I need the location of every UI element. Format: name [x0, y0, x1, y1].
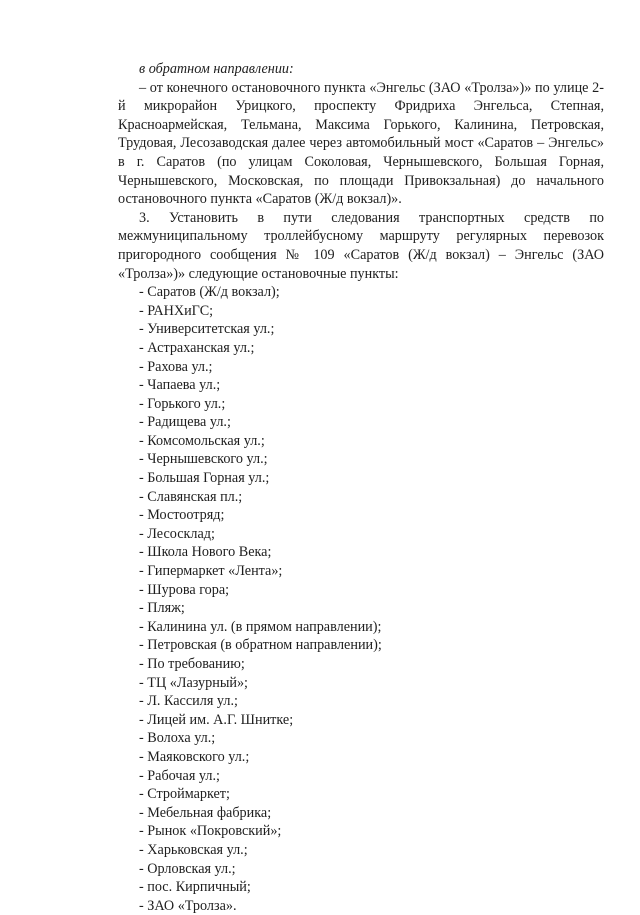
list-item: - Орловская ул.;	[139, 860, 236, 877]
list-item: - Горького ул.;	[139, 395, 226, 412]
list-item: - Саратов (Ж/д вокзал);	[139, 284, 280, 301]
list-item: - ЗАО «Тролза».	[139, 897, 237, 914]
list-item: - Славянская пл.;	[139, 488, 243, 505]
stops-list	[118, 283, 604, 915]
list-item: - Рабочая ул.;	[139, 767, 220, 784]
list-item: - Лицей им. А.Г. Шнитке;	[139, 711, 294, 728]
list-item: - ТЦ «Лазурный»;	[139, 674, 248, 691]
list-item: - По требованию;	[139, 656, 245, 672]
list-item: - Чернышевского ул.;	[139, 451, 268, 468]
list-item: - Лесосклад;	[139, 525, 215, 542]
list-item: - Волоха ул.;	[139, 730, 216, 747]
point-3-paragraph: 3. Установить в пути следования транспортных средств по межмуниципальному троллейбусному маршруту регулярных перевозок пригородного сообщения № 109 «Саратов (Ж/д вокзал) – Энгельс (ЗАО «Тролза»)» следующие остановочные пункты:	[118, 209, 604, 282]
list-item: - Радищева ул.;	[139, 414, 231, 431]
list-item: - Комсомольская ул.;	[139, 432, 265, 449]
route-paragraph: – от конечного остановочного пункта «Энгельс (ЗАО «Тролза»)» по улице 2-й микрорайон Урицкого, проспекту Фридриха Энгельса, Степная, Красноармейская, Тельмана, Максима Горького, Калинина, Петровская, Трудовая, Лесозаводская далее через автомобильный мост «Саратов – Энгельс» в г. Саратов (по улицам Соколовая, Чернышевского, Большая Горная, Чернышевского, Московская, по площади Привокзальная) до начального остановочного пункта «Саратов (Ж/д вокзал)».	[118, 79, 604, 208]
list-item: - Калинина ул. (в прямом направлении);	[139, 618, 382, 635]
list-item: - Рынок «Покровский»;	[139, 823, 282, 840]
document-text	[118, 60, 604, 915]
list-item: - Астраханская ул.;	[139, 339, 255, 356]
list-item: - Шурова гора;	[139, 581, 230, 598]
list-item: - Мостоотряд;	[139, 507, 225, 524]
list-item: - Строймаркет;	[139, 786, 230, 803]
list-item: - РАНХиГС;	[139, 302, 214, 319]
list-item: - пос. Кирпичный;	[139, 879, 251, 896]
list-item: - Чапаева ул.;	[139, 377, 221, 394]
list-item: - Петровская (в обратном направлении);	[139, 637, 382, 654]
list-item: - Л. Кассиля ул.;	[139, 693, 238, 710]
list-item: - Большая Горная ул.;	[139, 470, 270, 487]
section-heading: в обратном направлении:	[139, 61, 294, 77]
list-item: - Школа Нового Века;	[139, 544, 272, 561]
list-item: - Гипермаркет «Лента»;	[139, 563, 283, 580]
list-item: - Университетская ул.;	[139, 321, 275, 338]
list-item: - Рахова ул.;	[139, 358, 213, 375]
list-item: - Маяковского ул.;	[139, 748, 250, 765]
list-item: - Харьковская ул.;	[139, 841, 248, 858]
list-item: - Мебельная фабрика;	[139, 804, 272, 821]
list-item: - Пляж;	[139, 600, 185, 617]
